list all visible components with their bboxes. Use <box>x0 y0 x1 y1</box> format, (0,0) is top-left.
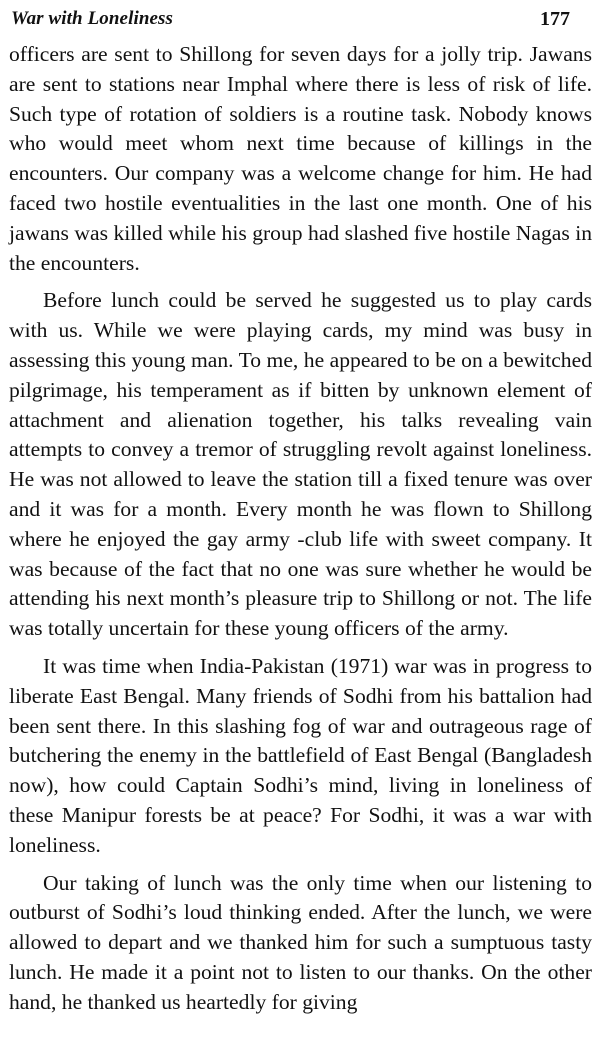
page-number: 177 <box>540 8 570 30</box>
body-text <box>9 40 592 1018</box>
paragraph-2: Before lunch could be served he suggested us to play cards with us. While we were playing cards, my mind was busy in assessing this young man. To me, he appeared to be on a bewitched pilgrimage, his temperament as if bitten by unknown element of attachment and alienation together, his talks revealing vain attempts to convey a tremor of struggling revolt against loneliness. He was not allowed to leave the station till a fixed tenure was over and it was for a month. Every month he was flown to Shillong where he enjoyed the gay army -club life with sweet company. It was because of the fact that no one was sure whether he would be attending his next month’s pleasure trip to Shillong or not. The life was totally uncertain for these young officers of the army. <box>9 288 592 641</box>
running-title: War with Loneliness <box>11 8 174 29</box>
running-header <box>9 0 592 40</box>
paragraph-1: officers are sent to Shillong for seven days for a jolly trip. Jawans are sent to stations near Imphal where there is less of risk of life. Such type of rotation of soldiers is a routine task. Nobody knows who would meet whom next time because of killings in the encounters. Our company was a welcome change for him. He had faced two hostile eventualities in the last one month. One of his jawans was killed while his group had slashed five hostile Nagas in the encounters. <box>9 42 592 275</box>
paragraph-4: Our taking of lunch was the only time when our listening to outburst of Sodhi’s loud thinking ended. After the lunch, we were allowed to depart and we thanked him for such a sumptuous tasty lunch. He made it a point not to listen to our thanks. On the other hand, he thanked us heartedly for giving <box>9 870 592 1014</box>
paragraph-3: It was time when India-Pakistan (1971) war was in progress to liberate East Bengal. Many friends of Sodhi from his battalion had been sent there. In this slashing fog of war and outrageous rage of butchering the enemy in the battlefield of East Bengal (Bangladesh now), how could Captain Sodhi’s mind, living in loneliness of these Manipur forests be at peace? For Sodhi, it was a war with loneliness. <box>9 653 592 857</box>
